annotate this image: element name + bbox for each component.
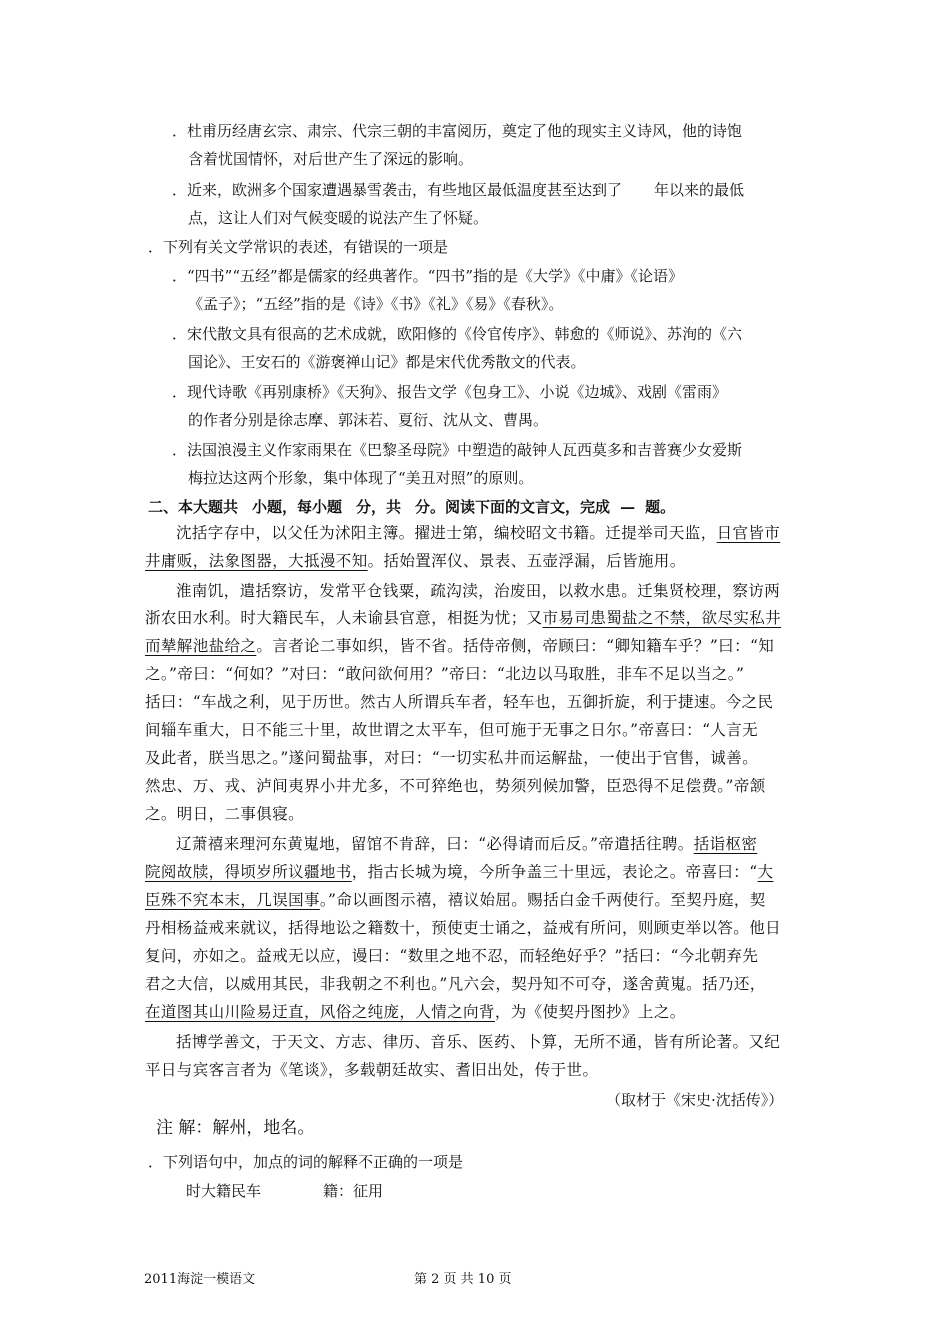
passage-p2-line4: 之。”帝曰：“何如？”对曰：“敢问欲何用？”帝曰：“北边以马取胜，非车不足以当之。” bbox=[145, 665, 745, 683]
passage-source: （取材于《宋史·沈括传》） bbox=[606, 1091, 784, 1109]
passage-text: 。”命以画图示禧，禧议始屈。赐括白金千两使行。至契丹庭，契 bbox=[319, 891, 766, 909]
section-2-a: 二、本大题共 bbox=[148, 498, 239, 516]
option-a-sentence: 时大籍民车 bbox=[186, 1182, 262, 1200]
passage-text: ，指古长城为境，今所争盖三十里远，表论之。帝喜曰：“ bbox=[351, 863, 758, 881]
option-d-line1 bbox=[172, 180, 744, 200]
passage-p1-line2 bbox=[145, 551, 686, 571]
underlined-sentence: 大 bbox=[757, 863, 774, 881]
section-2-heading bbox=[148, 497, 675, 517]
underlined-sentence: 而辇解池盐给之 bbox=[145, 637, 257, 655]
passage-p3-line2 bbox=[145, 862, 773, 882]
lit-option-b-line2: 国论》、王安石的《游褒禅山记》都是宋代优秀散文的代表。 bbox=[188, 353, 586, 371]
passage-p2-line5: 括曰：“车战之利，见于历世。然古人所谓兵车者，轻车也，五御折旋，利于捷速。今之民 bbox=[145, 693, 774, 711]
lit-option-a-line1: ．“四书”“五经”都是儒家的经典著作。“四书”指的是《大学》《中庸》《论语》 bbox=[172, 267, 684, 285]
passage-text: 辽萧禧来理河东黄嵬地，留馆不肯辞，曰：“必得请而后反。”帝遣括往聘。 bbox=[176, 835, 694, 853]
passage-p3-line5: 复问，亦如之。益戒无以应，谩曰：“数里之地不忍，而轻绝好乎？”括曰：“今北朝弃先 bbox=[145, 947, 759, 965]
lit-option-a-line2: 《孟子》；“五经”指的是《诗》《书》《礼》《易》《春秋》。 bbox=[188, 295, 564, 313]
passage-p2-line3 bbox=[145, 636, 774, 656]
passage-p3-line1 bbox=[176, 834, 757, 854]
option-d-text-b: 年以来的最低 bbox=[654, 181, 745, 199]
passage-text: 沈括字存中，以父任为沭阳主簿。擢进士第，编校昭文书籍。迁提举司天监， bbox=[176, 524, 717, 542]
passage-p4-line1: 括博学善文，于天文、方志、律历、音乐、医药、卜算，无所不通，皆有所论著。又纪 bbox=[176, 1033, 781, 1051]
option-d-text-a: ．近来，欧洲多个国家遭遇暴雪袭击，有些地区最低温度甚至达到了 bbox=[172, 181, 623, 199]
next-question-stem: ．下列语句中，加点的词的解释不正确的一项是 bbox=[148, 1153, 464, 1171]
passage-p3-line7 bbox=[145, 1002, 686, 1022]
passage-p2-line9: 之。明日，二事俱寝。 bbox=[145, 805, 305, 823]
underlined-sentence: 市易司患蜀盐之不禁，欲尽实私井 bbox=[542, 609, 782, 627]
passage-text: 。括始置浑仪、景表、五壶浮漏，后皆施用。 bbox=[367, 552, 686, 570]
option-c-line2: 含着忧国情怀，对后世产生了深远的影响。 bbox=[188, 150, 474, 168]
underlined-sentence: 日官皆市 bbox=[716, 524, 781, 542]
section-2-c: 分，共 bbox=[356, 498, 402, 516]
section-2-b: 小题，每小题 bbox=[252, 498, 343, 516]
annotation-note: 注 解：解州，地名。 bbox=[156, 1118, 315, 1138]
passage-p2-line2 bbox=[145, 608, 781, 628]
option-d-line2: 点，这让人们对气候变暖的说法产生了怀疑。 bbox=[188, 209, 489, 227]
footer-page-number: 第 2 页 共 10 页 bbox=[414, 1272, 512, 1287]
underlined-sentence: 臣殊不究本末，几误国事 bbox=[145, 891, 320, 909]
next-question-option-a bbox=[186, 1181, 383, 1201]
lit-option-c-line2: 的作者分别是徐志摩、郭沫若、夏衍、沈从文、曹禺。 bbox=[188, 411, 549, 429]
footer-exam-name: 2011海淀一模语文 bbox=[144, 1272, 256, 1287]
lit-option-d-line1: ．法国浪漫主义作家雨果在《巴黎圣母院》中塑造的敲钟人瓦西莫多和吉普赛少女爱斯 bbox=[172, 441, 743, 459]
section-2-e: — bbox=[620, 498, 636, 516]
passage-text: 。言者论二事如织，皆不省。括侍帝侧，帝顾曰：“卿知籍车乎？”曰：“知 bbox=[256, 637, 775, 655]
section-2-f: 题。 bbox=[645, 498, 676, 516]
passage-text: ，为《使契丹图抄》上之。 bbox=[494, 1003, 686, 1021]
passage-p1-line1 bbox=[176, 523, 780, 543]
passage-p2-line6: 间辎车重大，日不能三十里，故世谓之太平车，但可施于无事之日尔。”帝喜曰：“人言无 bbox=[145, 721, 759, 739]
option-a-gloss: 籍：征用 bbox=[323, 1182, 384, 1200]
passage-p3-line4: 丹相杨益戒来就议，括得地讼之籍数十，预使吏士诵之，益戒有所问，则顾吏举以答。他日 bbox=[145, 919, 782, 937]
lit-question-stem: ．下列有关文学常识的表述，有错误的一项是 bbox=[148, 238, 449, 256]
underlined-sentence: 井庸贩，法象图器，大抵漫不知 bbox=[145, 552, 368, 570]
underlined-sentence: 院阅故牍，得顷岁所议疆地书 bbox=[145, 863, 352, 881]
passage-text: 浙农田水利。时大籍民车，人未谕县官意，相挺为忧；又 bbox=[145, 609, 543, 627]
passage-p3-line3 bbox=[145, 890, 766, 910]
passage-p2-line7: 及此者，朕当思之。”遂问蜀盐事，对曰：“一切实私井而运解盐，一使出于官售，诚善。 bbox=[145, 749, 759, 767]
section-2-d: 分。阅读下面的文言文，完成 bbox=[415, 498, 611, 516]
lit-option-c-line1: ．现代诗歌《再别康桥》《天狗》、报告文学《包身工》、小说《边城》、戏剧《雷雨》 bbox=[172, 383, 728, 401]
lit-option-d-line2: 梅拉达这两个形象，集中体现了“美丑对照”的原则。 bbox=[188, 469, 534, 487]
option-c-line1: ．杜甫历经唐玄宗、肃宗、代宗三朝的丰富阅历，奠定了他的现实主义诗风，他的诗饱 bbox=[172, 122, 743, 140]
passage-p2-line1: 淮南饥，遣括察访，发常平仓钱粟，疏沟渎，治废田，以救水患。迁集贤校理，察访两 bbox=[176, 582, 781, 600]
passage-p4-line2: 平日与宾客言者为《笔谈》，多载朝廷故实、耆旧出处，传于世。 bbox=[145, 1061, 599, 1079]
passage-p2-line8: 然忠、万、戎、泸间夷界小井尤多，不可猝绝也，势须列候加警，臣恐得不足偿费。”帝颔 bbox=[145, 777, 766, 795]
underlined-sentence: 在道图其山川险易迂直，风俗之纯庞，人情之向背 bbox=[145, 1003, 495, 1021]
lit-option-b-line1: ．宋代散文具有很高的艺术成就，欧阳修的《伶官传序》、韩愈的《师说》、苏洵的《六 bbox=[172, 325, 743, 343]
underlined-sentence: 括诣枢密 bbox=[693, 835, 758, 853]
passage-p3-line6: 君之大信，以威用其民，非我朝之不利也。”凡六会，契丹知不可夺，遂舍黄嵬。括乃还， bbox=[145, 975, 766, 993]
